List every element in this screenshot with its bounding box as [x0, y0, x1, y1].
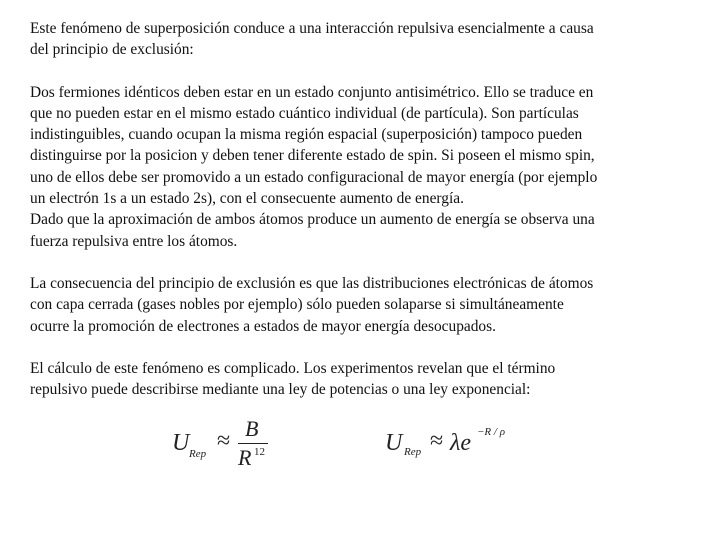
formula-approx-sign: ≈ [430, 428, 444, 454]
document-body [30, 18, 695, 421]
text-line: del principio de exclusión: [30, 41, 194, 59]
formula-fraction-bar [238, 443, 268, 444]
text-line: con capa cerrada (gases nobles por ejemplo) sólo pueden solaparse si simultáneamente [30, 296, 564, 314]
formula-u-symbol: U [385, 430, 403, 456]
formula-exponent: 12 [254, 446, 265, 458]
text-line: que no pueden estar en el mismo estado cuántico individual (de partícula). Son partículas [30, 104, 579, 122]
formula-power-law [172, 418, 282, 473]
formula-exponent: −R / ρ [477, 426, 505, 438]
paragraph-consequence [30, 273, 695, 337]
formula-exponential [385, 424, 525, 464]
text-line: fuerza repulsiva entre los átomos. [30, 232, 238, 250]
formula-numerator: B [245, 416, 259, 441]
text-line: uno de ellos debe ser promovido a un estado configuracional de mayor energía (por ejemplo [30, 168, 598, 186]
formula-approx-sign: ≈ [217, 428, 231, 454]
text-line: repulsivo puede describirse mediante una ley de potencias o una ley exponencial: [30, 381, 531, 399]
text-line: un electrón 1s a un estado 2s), con el consecuente aumento de energía. [30, 190, 464, 208]
text-line: El cálculo de este fenómeno es complicado. Los experimentos revelan que el término [30, 359, 556, 377]
text-line: Este fenómeno de superposición conduce a una interacción repulsiva esencialmente a causa [30, 20, 594, 37]
formula-u-symbol: U [172, 430, 190, 456]
paragraph-calculation [30, 358, 695, 401]
formula-rep-subscript: Rep [404, 446, 422, 458]
text-line: Dos fermiones idénticos deben estar en un estado conjunto antisimétrico. Ello se traduce en [30, 83, 594, 101]
text-line: La consecuencia del principio de exclusión es que las distribuciones electrónicas de átomos [30, 274, 594, 292]
formula-lambda-e: λe [450, 430, 472, 456]
text-line: ocurre la promoción de electrones a estados de mayor energía desocupados. [30, 317, 496, 335]
text-line: Dado que la aproximación de ambos átomos produce un aumento de energía se observa una [30, 211, 595, 229]
text-line: indistinguibles, cuando ocupan la misma región espacial (superposición) tampoco pueden [30, 126, 583, 144]
text-line: distinguirse por la posicion y deben tener diferente estado de spin. Si poseen el mismo spin, [30, 147, 595, 165]
formula-denominator: R [238, 445, 252, 470]
paragraph-fermions [30, 82, 695, 252]
paragraph-intro [30, 18, 695, 61]
formula-rep-subscript: Rep [189, 448, 207, 460]
